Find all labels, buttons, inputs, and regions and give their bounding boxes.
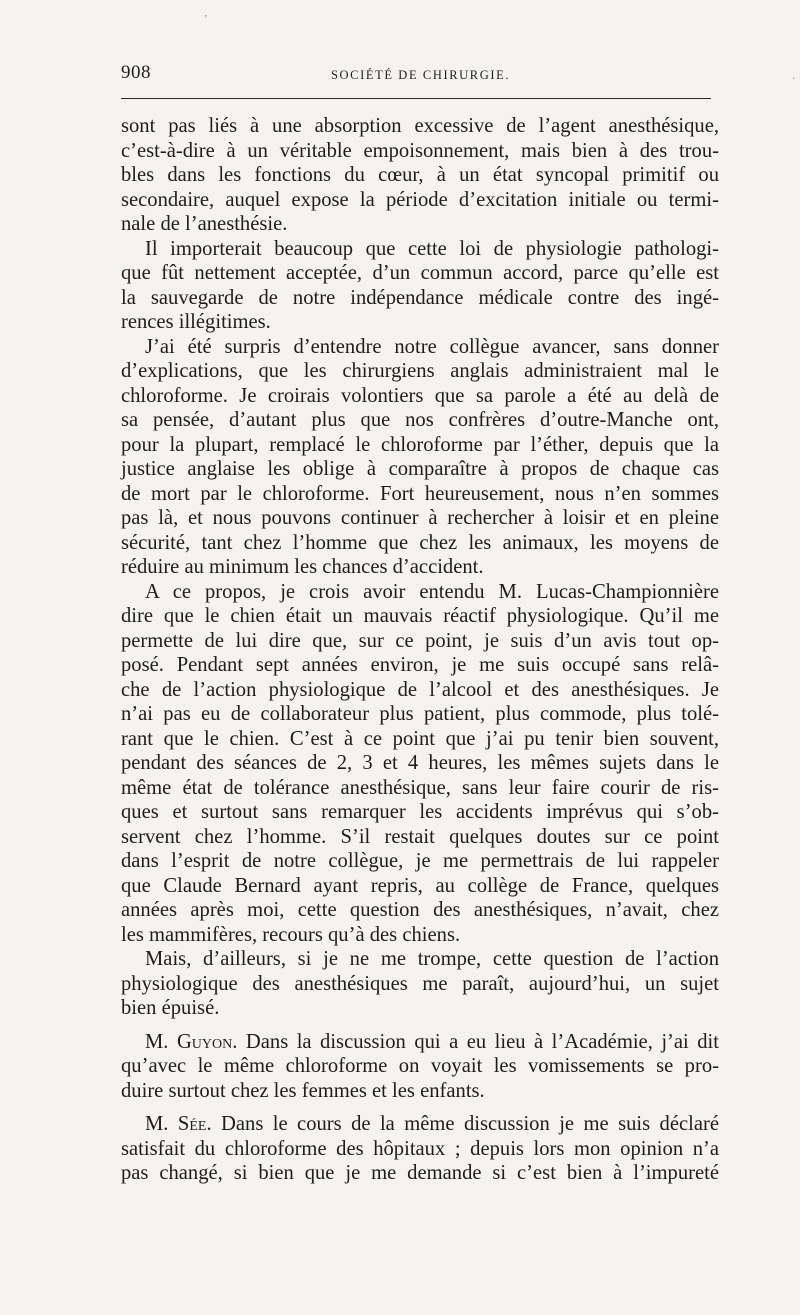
text-line: sa pensée, d’autant plus que nos confrères d’outre-Manche ont, bbox=[121, 409, 719, 431]
text-line: pendant des séances de 2, 3 et 4 heures, les mêmes sujets dans le bbox=[121, 752, 719, 774]
text-line: physiologique des anesthésiques me paraît, aujourd’hui, un sujet bbox=[121, 972, 719, 995]
text-line bbox=[121, 1030, 719, 1055]
text-line: chloroforme. Je croirais volontiers que sa parole a été au delà de bbox=[121, 384, 719, 407]
text-line: che de l’action physiologique de l’alcool et des anesthésiques. Je bbox=[121, 678, 719, 701]
text-line: dire que le chien était un mauvais réactif physiologique. Qu’il me bbox=[121, 605, 719, 627]
text-line: secondaire, auquel expose la période d’excitation initiale ou termi- bbox=[121, 188, 719, 211]
paragraph bbox=[121, 237, 719, 335]
speech-text: Dans la discussion qui a eu lieu à l’Académie, j’ai dit bbox=[237, 1030, 719, 1053]
text-line: rences illégitimes. bbox=[121, 311, 271, 333]
paragraph-gap bbox=[121, 1103, 719, 1112]
text-line: d’explications, que les chirurgiens anglais administraient mal le bbox=[121, 360, 719, 382]
text-line: duire surtout chez les femmes et les enfants. bbox=[121, 1079, 485, 1102]
speaker-paragraph bbox=[121, 1112, 719, 1186]
body-text bbox=[121, 114, 719, 1186]
speaker-name: M. Sée. bbox=[145, 1113, 212, 1135]
text-line: bles dans les fonctions du cœur, à un état syncopal primitif ou bbox=[121, 164, 719, 186]
text-line: bien épuisé. bbox=[121, 997, 220, 1019]
text-line: les mammifères, recours qu’à des chiens. bbox=[121, 923, 461, 946]
text-line: années après moi, cette question des anesthésiques, n’avait, chez bbox=[121, 899, 719, 921]
text-line: réduire au minimum les chances d’accident. bbox=[121, 556, 484, 578]
text-line: posé. Pendant sept années environ, je me suis occupé sans relâ- bbox=[121, 654, 719, 676]
paragraph bbox=[121, 114, 719, 237]
text-line: la sauvegarde de notre indépendance médicale contre des ingé- bbox=[121, 286, 719, 309]
print-speck: ʼ bbox=[204, 14, 208, 25]
text-line: J’ai été surpris d’entendre notre collègue avancer, sans donner bbox=[145, 335, 719, 358]
text-line: rant que le chien. C’est à ce point que j’ai pu tenir bien souvent, bbox=[121, 727, 719, 750]
text-line: qu’avec le même chloroforme on voyait les vomissements se pro- bbox=[121, 1055, 719, 1077]
running-head: SOCIÉTÉ DE CHIRURGIE. bbox=[331, 68, 511, 82]
text-line: A ce propos, je crois avoir entendu M. Lucas-Championnière bbox=[145, 580, 719, 603]
text-line: pas changé, si bien que je me demande si c’est bien à l’impureté bbox=[121, 1162, 719, 1184]
text-line: pas là, et nous pouvons continuer à rechercher à loisir et en pleine bbox=[121, 507, 719, 529]
header-rule bbox=[121, 98, 711, 99]
page-number: 908 bbox=[121, 62, 151, 83]
text-line: pour la plupart, remplacé le chloroforme par l’éther, depuis que la bbox=[121, 433, 719, 456]
text-line: même état de tolérance anesthésique, sans leur faire courir de ris- bbox=[121, 776, 719, 799]
text-line: n’ai pas eu de collaborateur plus patient, plus commode, plus tolé- bbox=[121, 703, 719, 725]
text-line: c’est-à-dire à un véritable empoisonnement, mais bien à des trou- bbox=[121, 139, 719, 162]
text-line: nale de l’anesthésie. bbox=[121, 213, 288, 235]
speaker-paragraph bbox=[121, 1030, 719, 1104]
page-header bbox=[121, 60, 711, 88]
text-line: que Claude Bernard ayant repris, au collège de France, quelques bbox=[121, 874, 719, 897]
text-line: sécurité, tant chez l’homme que chez les animaux, les moyens de bbox=[121, 531, 719, 554]
paragraph bbox=[121, 947, 719, 1021]
text-line: servent chez l’homme. S’il restait quelques doutes sur ce point bbox=[121, 825, 719, 848]
paragraph-gap bbox=[121, 1021, 719, 1030]
text-line: sont pas liés à une absorption excessive de l’agent anesthésique, bbox=[121, 115, 719, 137]
text-line: dans l’esprit de notre collègue, je me permettrais de lui rappeler bbox=[121, 850, 719, 872]
text-line: de mort par le chloroforme. Fort heureusement, nous n’en sommes bbox=[121, 482, 719, 505]
print-speck: · bbox=[792, 74, 796, 85]
text-line: Il importerait beaucoup que cette loi de physiologie pathologi- bbox=[145, 237, 719, 260]
paragraph bbox=[121, 335, 719, 580]
speaker-name: M. Guyon. bbox=[145, 1030, 238, 1053]
text-line bbox=[121, 1112, 719, 1137]
text-line: ques et surtout sans remarquer les accidents imprévus qui s’ob- bbox=[121, 801, 719, 823]
speech-text: Dans le cours de la même discussion je me suis déclaré bbox=[211, 1113, 719, 1135]
paragraph bbox=[121, 580, 719, 948]
text-line: Mais, d’ailleurs, si je ne me trompe, cette question de l’action bbox=[145, 948, 719, 970]
text-line: que fût nettement acceptée, d’un commun accord, parce qu’elle est bbox=[121, 262, 719, 284]
text-line: permette de lui dire que, sur ce point, je suis d’un avis tout op- bbox=[121, 629, 719, 652]
text-line: justice anglaise les oblige à comparaître à propos de chaque cas bbox=[121, 458, 719, 480]
text-line: satisfait du chloroforme des hôpitaux ; depuis lors mon opinion n’a bbox=[121, 1137, 719, 1160]
